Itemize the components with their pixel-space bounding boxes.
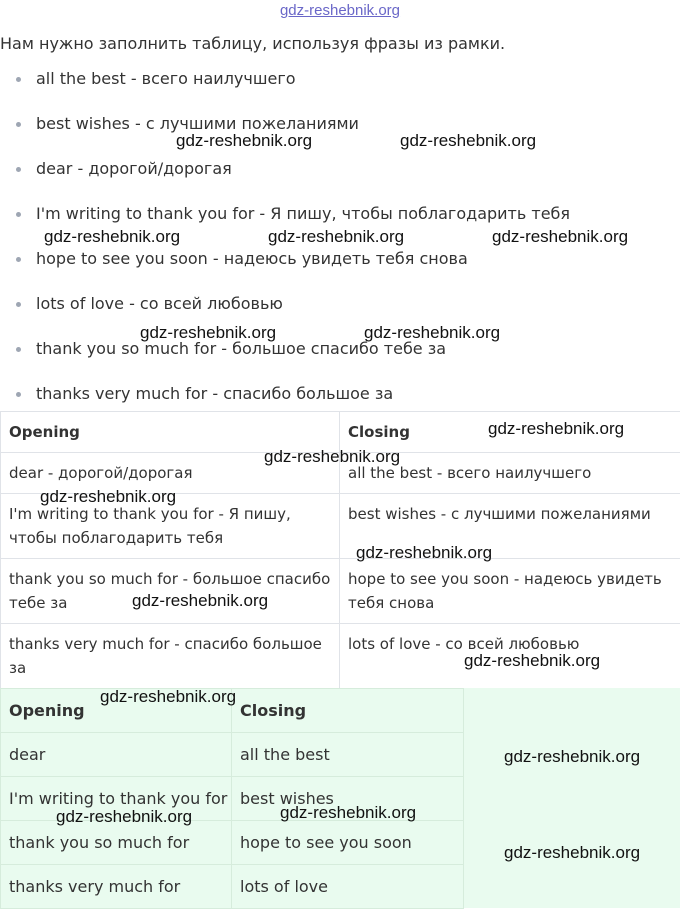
- watermark: gdz-reshebnik.org: [364, 323, 500, 343]
- bullet-icon: [16, 167, 21, 172]
- table-header-opening: Opening: [1, 412, 340, 453]
- table-row: [1, 733, 464, 777]
- table-row: [1, 821, 464, 865]
- table-cell: thank you so much for - большое спасибо тебе за: [1, 559, 340, 624]
- table-cell: all the best: [232, 733, 464, 777]
- bullet-icon: [16, 257, 21, 262]
- watermark: gdz-reshebnik.org: [400, 131, 536, 151]
- watermark: gdz-reshebnik.org: [488, 419, 624, 439]
- watermark: gdz-reshebnik.org: [44, 227, 180, 247]
- table-cell: I'm writing to thank you for: [1, 777, 232, 821]
- table-cell: best wishes - с лучшими пожеланиями: [340, 494, 680, 559]
- table-row: [1, 624, 680, 689]
- bullet-icon: [16, 347, 21, 352]
- table-cell: all the best - всего наилучшего: [340, 453, 680, 494]
- table-row: [1, 559, 680, 624]
- table-cell: thanks very much for - спасибо большое за: [1, 624, 340, 689]
- watermark: gdz-reshebnik.org: [176, 131, 312, 151]
- translation-table: [0, 411, 680, 689]
- watermark: gdz-reshebnik.org: [356, 543, 492, 563]
- table-row: [1, 865, 464, 909]
- bullet-icon: [16, 77, 21, 82]
- table-header-opening: Opening: [1, 689, 232, 733]
- watermark: gdz-reshebnik.org: [280, 803, 416, 823]
- intro-text: Нам нужно заполнить таблицу, используя фразы из рамки.: [0, 34, 505, 53]
- table-cell: best wishes: [232, 777, 464, 821]
- table-cell: dear: [1, 733, 232, 777]
- watermark: gdz-reshebnik.org: [132, 591, 268, 611]
- watermark: gdz-reshebnik.org: [464, 651, 600, 671]
- bullet-icon: [16, 302, 21, 307]
- table-cell: dear - дорогой/дорогая: [1, 453, 340, 494]
- watermark: gdz-reshebnik.org: [140, 323, 276, 343]
- watermark: gdz-reshebnik.org: [504, 843, 640, 863]
- table-cell: hope to see you soon - надеюсь увидеть тебя снова: [340, 559, 680, 624]
- table-row: [1, 453, 680, 494]
- table-header-closing: Closing: [232, 689, 464, 733]
- watermark: gdz-reshebnik.org: [100, 687, 236, 707]
- watermark: gdz-reshebnik.org: [264, 447, 400, 467]
- table-cell: lots of love - со всей любовью: [340, 624, 680, 689]
- watermark: gdz-reshebnik.org: [504, 747, 640, 767]
- table-cell: thanks very much for: [1, 865, 232, 909]
- table-cell: I'm writing to thank you for - Я пишу, чтобы поблагодарить тебя: [1, 494, 340, 559]
- table-row: [1, 777, 464, 821]
- table-row: [1, 494, 680, 559]
- bullet-icon: [16, 122, 21, 127]
- bullet-icon: [16, 212, 21, 217]
- table-cell: hope to see you soon: [232, 821, 464, 865]
- bullet-icon: [16, 392, 21, 397]
- site-header-link[interactable]: gdz-reshebnik.org: [0, 2, 680, 19]
- table-header-closing: Closing: [340, 412, 680, 453]
- table-cell: lots of love: [232, 865, 464, 909]
- table-cell: thank you so much for: [1, 821, 232, 865]
- answer-table: [0, 688, 464, 909]
- watermark: gdz-reshebnik.org: [40, 487, 176, 507]
- watermark: gdz-reshebnik.org: [268, 227, 404, 247]
- watermark: gdz-reshebnik.org: [492, 227, 628, 247]
- watermark: gdz-reshebnik.org: [56, 807, 192, 827]
